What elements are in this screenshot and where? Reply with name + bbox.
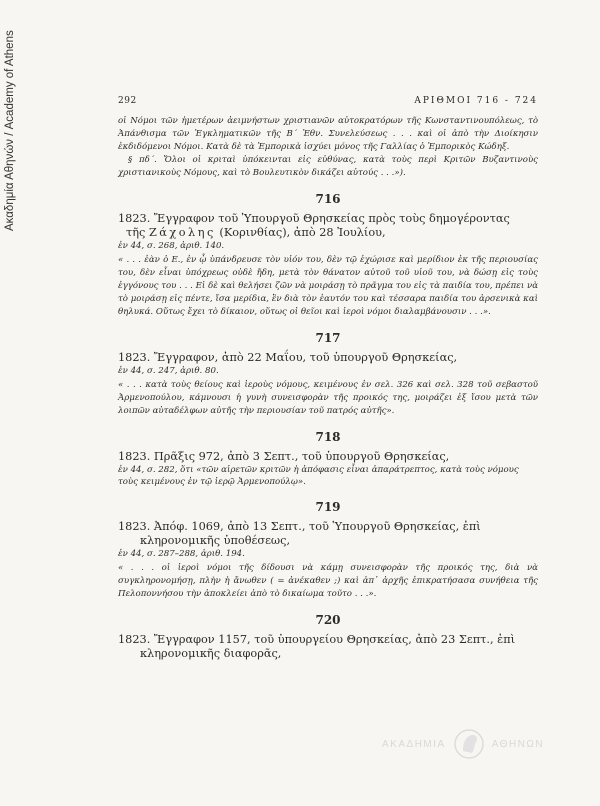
watermark-left-text: ΑΚΑΔΗΜΙΑ [382,738,446,750]
entry-heading: 1823. Πρᾶξις 972, ἀπὸ 3 Σεπτ., τοῦ ὑπουργοῦ Θρησκείας, [118,450,450,463]
watermark-right-text: ΑΘΗΝΩΝ [491,738,545,750]
entry-heading: 1823. Ἔγγραφον, ἀπὸ 22 Μαΐου, τοῦ ὑπουργοῦ Θρησκείας, [118,351,458,364]
entry-reference: ἐν 44, σ. 268, ἀριθ. 140. [118,241,225,251]
entry-number: 717 [315,331,341,345]
entry-number: 718 [315,430,341,444]
intro-paragraph-section: § πδ´. Ὅλοι οἱ κριταὶ ὑπόκεινται εἰς εὐθύνας, κατὰ τοὺς περὶ Κριτῶν Βυζαντινοὺς χριστιανικοὺς Νόμους, καὶ τὸ Βουλευτικὸν δικάζει αὐτούς . . .»). [118,155,538,178]
entry-quote: « . . . κατὰ τοὺς θείους καὶ ἱεροὺς νόμους, κειμένους ἐν σελ. 326 καὶ σελ. 328 τοῦ σεβαστοῦ Ἀρμενοπούλου, κάμνουσι ἡ γυνὴ συνεισφορὰν τῆς προικός της, μοιράζει ἐξ ἴσου μετὰ τῶν λοιπῶν αὐταδέλφων αὐτῆς τὴν περιουσίαν τοῦ πατρός αὐτῆς». [118,380,538,416]
academy-watermark [382,727,544,761]
entry-reference: ἐν 44, σ. 282, ὅτι «τῶν αἱρετῶν κριτῶν ἡ ἀπόφασις εἶναι ἀπαράτρεπτος, κατὰ τοὺς νόμους τοὺς κειμένους ἐν τῷ ἱερῷ Ἀρμενοπούλῳ». [118,465,519,487]
entry-number: 719 [315,500,341,514]
entry-quote: « . . . ἐὰν ὁ Ε., ἐν ᾧ ὑπάνδρευσε τὸν υἱόν του, δὲν τῷ ἐχώρισε καὶ μερίδιον ἐκ τῆς περιουσίας του, δὲν εἶναι ὑπόχρεως οὐδὲ ἤδη, μετὰ τὸν θάνατον αὐτοῦ τοῦ υἱοῦ του, νὰ δώσῃ εἰς τοὺς ἐγγόνους του . . . Εἰ δὲ καὶ θελήσει ζῶν νὰ μοιράσῃ τὸ πρᾶγμα του εἰς τὰ παιδία του, πρέπει νὰ τὸ μοιράσῃ εἰς πέντε, ἴσα μερίδια, ἓν διὰ τὸν ἑαυτόν του καὶ τέσσαρα παιδία του ἀρσενικὰ καὶ θηλυκά. Οὕτως ἔχει τὸ δίκαιον, οὕτως οἱ θεῖοι καὶ ἱεροὶ νόμοι διαλαμβάνουσιν . . .». [118,255,538,317]
book-page [118,96,538,661]
archive-side-label: Ακαδημία Αθηνών / Academy of Athens [4,30,16,231]
athena-head-logo-icon [454,727,484,761]
running-title: ΑΡΙΘΜΟΙ 716 - 724 [414,96,538,106]
entry-quote: « . . . οἱ ἱεροὶ νόμοι τῆς δίδουσι νὰ κάμῃ συνεισφορὰν τῆς προικός της, διὰ νὰ συγκληρονομήσῃ, πλὴν ἡ ἄνωθεν ( = ἀνέκαθεν ;) καὶ ἀπ᾽ ἀρχῆς ἐπικρατήσασα συνήθεια τῆς Πελοποννήσου τὴν ἀποκλείει ἀπὸ τὸ δικαίωμα τοῦτο . . .». [118,563,538,599]
entry-number: 716 [315,192,341,206]
entry-heading: 1823. Ἔγγραφον 1157, τοῦ ὑπουργείου Θρησκείας, ἀπὸ 23 Σεπτ., ἐπὶ κληρονομικῆς διαφορᾶς, [118,633,516,660]
entry-reference: ἐν 44, σ. 287–288, ἀριθ. 194. [118,549,245,559]
entry-heading: 1823. Ἀπόφ. 1069, ἀπὸ 13 Σεπτ., τοῦ Ὑπουργοῦ Θρησκείας, ἐπὶ κληρονομικῆς ὑποθέσεως, [118,520,481,547]
entry-number: 720 [315,613,341,627]
intro-paragraph: οἱ Νόμοι τῶν ἡμετέρων ἀειμνήστων χριστιανῶν αὐτοκρατόρων τῆς Κωνσταντινουπόλεως, τὸ Ἀπάνθισμα τῶν Ἐγκληματικῶν τῆς Β´ Ἐθν. Συνελεύσεως . . . καὶ οἱ ἀπὸ τὴν Διοίκησιν ἐκδιδόμενοι Νόμοι. Κατὰ δὲ τὰ Ἐμπορικὰ ἰσχύει μόνος τῆς Γαλλίας ὁ Ἐμπορικὸς Κώδηξ. [118,116,538,152]
entry-heading: 1823. Ἔγγραφον τοῦ Ὑπουργοῦ Θρησκείας πρὸς τοὺς δημογέροντας τῆς Ζάχολης (Κορινθίας), ἀπὸ 28 Ἰουλίου, [118,212,510,239]
running-header [118,96,538,106]
entry-reference: ἐν 44, σ. 247, ἀριθ. 80. [118,366,219,376]
page-number: 292 [118,96,137,106]
